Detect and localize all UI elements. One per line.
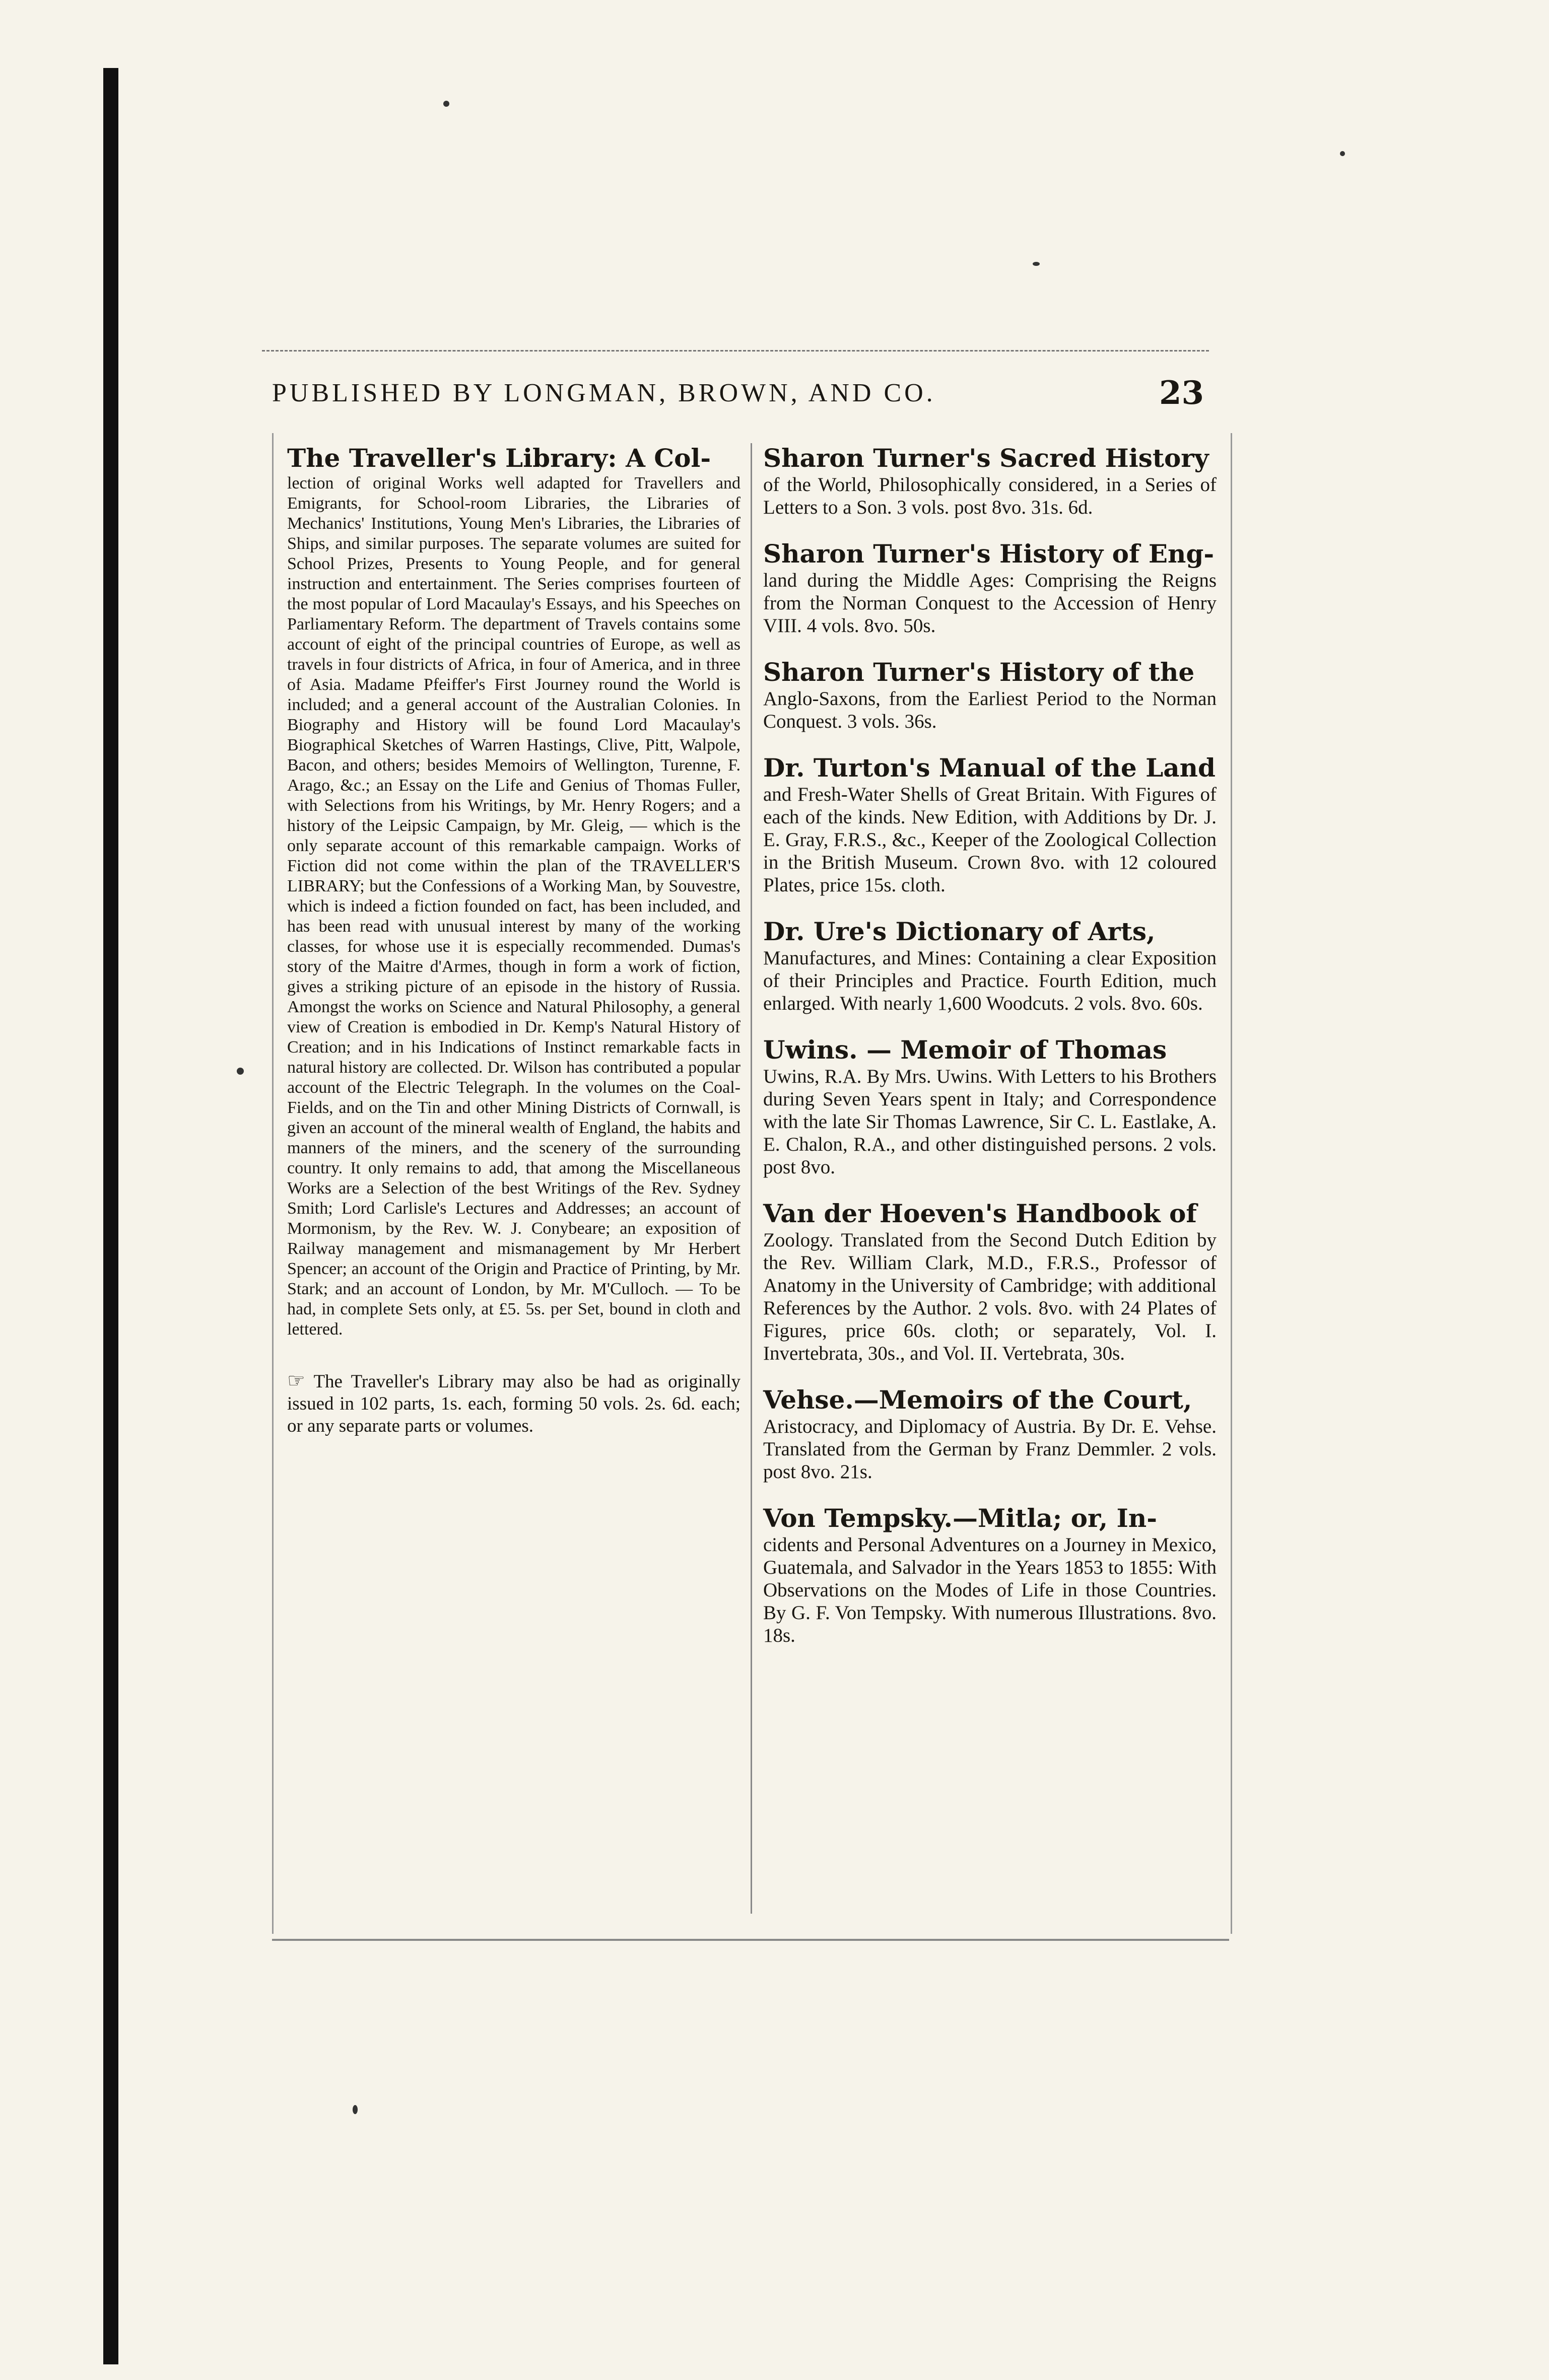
- entry-title: Von Tempsky.—Mitla; or, In-: [763, 1503, 1158, 1533]
- entry-title: Dr. Ure's Dictionary of Arts,: [763, 917, 1156, 946]
- entry-title: Uwins. — Memoir of Thomas: [763, 1035, 1167, 1065]
- note-text: The Traveller's Library may also be had as originally issued in 102 parts, 1s. each, forming 50 vols. 2s. 6d. each; or any separate parts or volumes.: [287, 1371, 740, 1436]
- left-column: [287, 443, 740, 1437]
- ink-speck: [353, 2105, 358, 2114]
- entry-body: Aristocracy, and Diplomacy of Austria. By Dr. E. Vehse. Translated from the German by Franz Demmler. 2 vols. post 8vo. 21s.: [763, 1416, 1217, 1483]
- column-divider: [751, 443, 752, 1914]
- catalog-entry: [763, 443, 1217, 519]
- entry-title: Van der Hoeven's Handbook of: [763, 1199, 1197, 1228]
- entry-body: Uwins, R.A. By Mrs. Uwins. With Letters to his Brothers during Seven Years spent in Italy; and Correspondence with the late Sir Thomas Lawrence, Sir C. L. Eastlake, A. E. Chalon, R.A., and other distinguished persons. 2 vols. post 8vo.: [763, 1066, 1217, 1178]
- entry-body: of the World, Philosophically considered, in a Series of Letters to a Son. 3 vols. post 8vo. 31s. 6d.: [763, 474, 1217, 518]
- header-rule: [262, 350, 1209, 352]
- catalog-entry: [763, 753, 1217, 896]
- entry-title: Vehse.—Memoirs of the Court,: [763, 1385, 1192, 1415]
- catalog-entry: [287, 443, 740, 1340]
- entry-body: and Fresh-Water Shells of Great Britain. With Figures of each of the kinds. New Edition, with Additions by Dr. J. E. Gray, F.R.S., &c., Keeper of the Zoological Collection in the British Museum. Crown 8vo. with 12 coloured Plates, price 15s. cloth.: [763, 784, 1217, 896]
- entry-body: Anglo-Saxons, from the Earliest Period to the Norman Conquest. 3 vols. 36s.: [763, 688, 1217, 732]
- page-header: [272, 373, 1204, 413]
- library-note: [287, 1370, 740, 1437]
- catalog-entry: [763, 657, 1217, 733]
- pointing-hand-icon: ☞: [287, 1369, 305, 1392]
- catalog-entry: [763, 1199, 1217, 1365]
- entry-body: lection of original Works well adapted for Travellers and Emigrants, for School-room Libraries, the Libraries of Mechanics' Institutions, Young Men's Libraries, the Libraries of Ships, and similar purposes. The separate volumes are suited for School Prizes, Presents to Young People, and for general instruction and entertainment. The Series comprises fourteen of the most popular of Lord Macaulay's Essays, and his Speeches on Parliamentary Reform. The department of Travels contains some account of eight of the principal countries of Europe, as well as travels in four districts of Africa, in four of America, and in three of Asia. Madame Pfeiffer's First Journey round the World is included; and a general account of the Australian Colonies. In Biography and History will be found Lord Macaulay's Biographical Sketches of Warren Hastings, Clive, Pitt, Walpole, Bacon, and others; besides Memoirs of Wellington, Turenne, F. Arago, &c.; an Essay on the Life and Genius of Thomas Fuller, with Selections from his Writings, by Mr. Henry Rogers; and a history of the Leipsic Campaign, by Mr. Gleig, — which is the only separate account of this remarkable campaign. Works of Fiction did not come within the plan of the TRAVELLER'S LIBRARY; but the Confessions of a Working Man, by Souvestre, which is indeed a fiction founded on fact, has been included, and has been read with unusual interest by many of the working classes, for whose use it is especially recommended. Dumas's story of the Maitre d'Armes, though in form a work of fiction, gives a striking picture of an episode in the history of Russia. Amongst the works on Science and Natural Philosophy, a general view of Creation is embodied in Dr. Kemp's Natural History of Creation; and in his Indications of Instinct remarkable facts in natural history are collected. Dr. Wilson has contributed a popular account of the Electric Telegraph. In the volumes on the Coal-Fields, and on the Tin and other Mining Districts of Cornwall, is given an account of the mineral wealth of England, the habits and manners of the miners, and the scenery of the surrounding country. It only remains to add, that among the Miscellaneous Works are a Selection of the best Writings of the Rev. Sydney Smith; Lord Carlisle's Lectures and Addresses; an account of Mormonism, by the Rev. W. J. Conybeare; an exposition of Railway management and mismanagement by Mr Herbert Spencer; an account of the Origin and Practice of Printing, by Mr. Stark; and an account of London, by Mr. M'Culloch. — To be had, in complete Sets only, at £5. 5s. per Set, bound in cloth and lettered.: [287, 474, 740, 1339]
- entry-body: land during the Middle Ages: Comprising the Reigns from the Norman Conquest to the Accession of Henry VIII. 4 vols. 8vo. 50s.: [763, 570, 1217, 637]
- catalog-entry: [763, 1503, 1217, 1647]
- page-number: 23: [1159, 374, 1204, 412]
- ink-speck: [443, 101, 449, 107]
- catalog-entry: [763, 1035, 1217, 1178]
- entry-title: Sharon Turner's History of the: [763, 657, 1195, 687]
- entry-body: Manufactures, and Mines: Containing a clear Exposition of their Principles and Practice. Fourth Edition, much enlarged. With nearly 1,600 Woodcuts. 2 vols. 8vo. 60s.: [763, 947, 1217, 1014]
- entry-body: cidents and Personal Adventures on a Journey in Mexico, Guatemala, and Salvador in the Years 1853 to 1855: With Observations on the Modes of Life in those Countries. By G. F. Von Tempsky. With numerous Illustrations. 8vo. 18s.: [763, 1534, 1217, 1646]
- ink-speck: [1340, 151, 1345, 156]
- catalog-entry: [763, 1385, 1217, 1483]
- entry-title: The Traveller's Library: A Col-: [287, 443, 711, 473]
- entry-body: Zoology. Translated from the Second Dutch Edition by the Rev. William Clark, M.D., F.R.S., Professor of Anatomy in the University of Cambridge; with additional References by the Author. 2 vols. 8vo. with 24 Plates of Figures, price 60s. cloth; or separately, Vol. I. Invertebrata, 30s., and Vol. II. Vertebrata, 30s.: [763, 1229, 1217, 1364]
- entry-title: Sharon Turner's History of Eng-: [763, 539, 1215, 569]
- catalog-entry: [763, 917, 1217, 1015]
- entry-title: Dr. Turton's Manual of the Land: [763, 753, 1216, 783]
- page-binding-edge: [103, 68, 118, 2364]
- bottom-rule: [272, 1939, 1229, 1941]
- ink-speck: [237, 1068, 244, 1075]
- publisher-header: PUBLISHED BY LONGMAN, BROWN, AND CO.: [272, 378, 936, 407]
- entry-title: Sharon Turner's Sacred History: [763, 443, 1209, 473]
- catalog-entry: [763, 539, 1217, 637]
- ink-speck: [1033, 262, 1040, 266]
- right-column: [763, 443, 1217, 1667]
